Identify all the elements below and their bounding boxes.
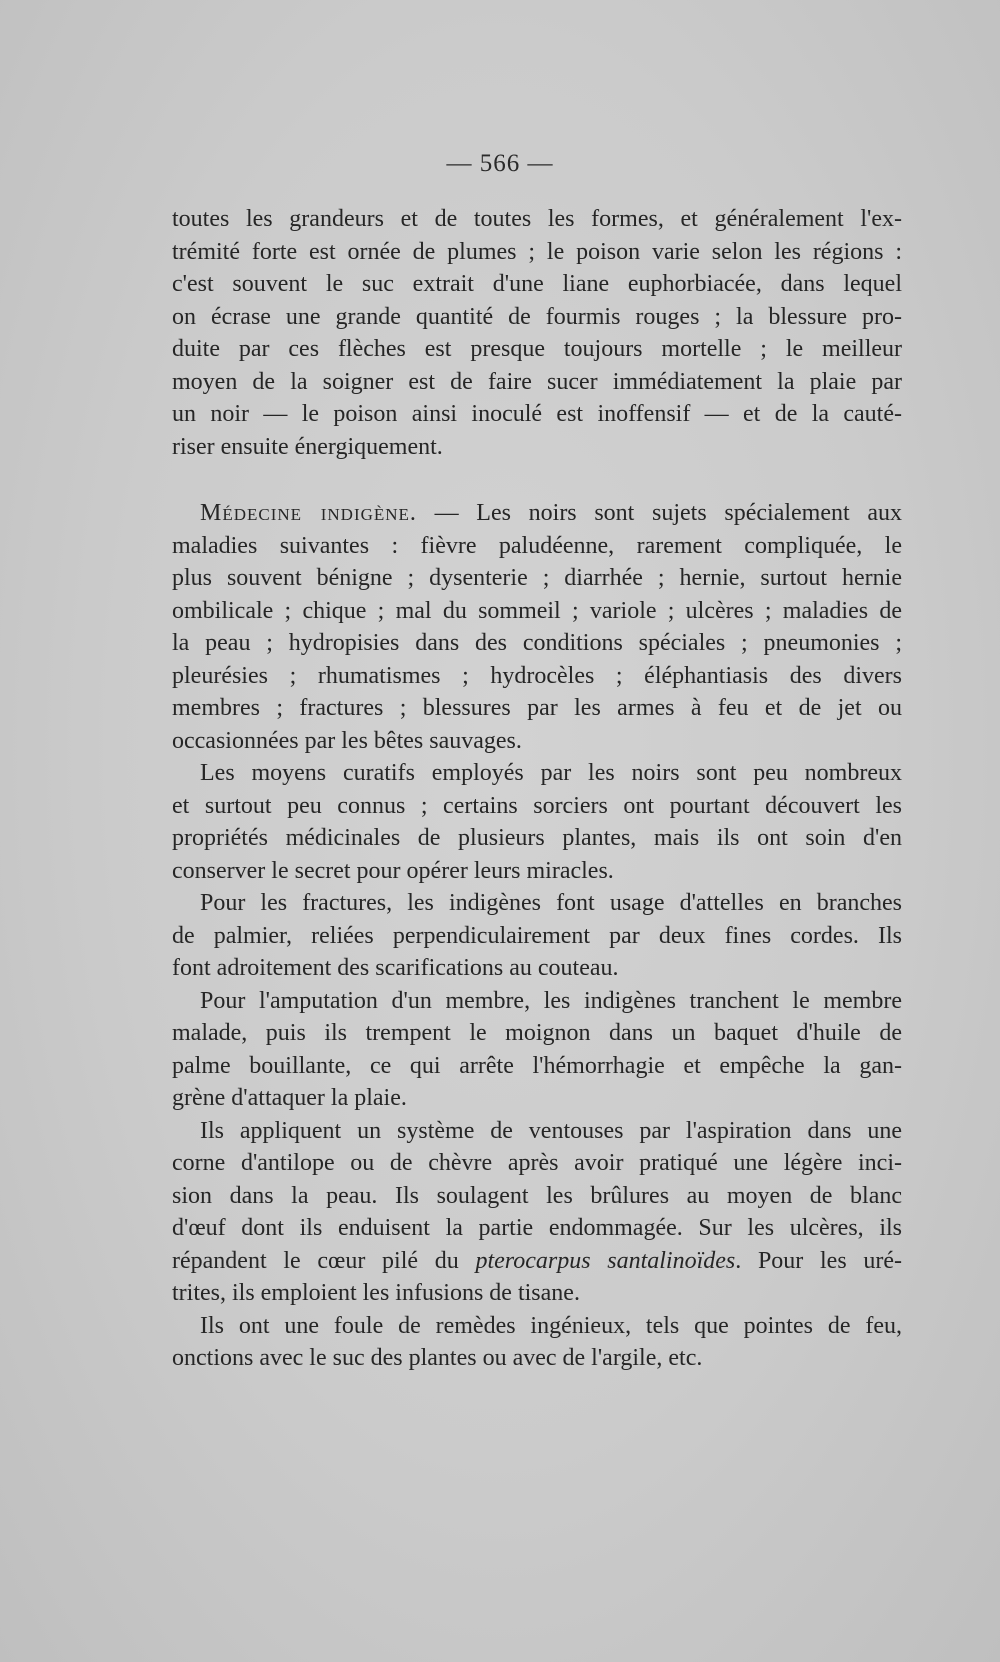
text-line: Ils appliquent un système de ventouses par l'aspiration dans une: [200, 1117, 902, 1144]
text-line: font adroitement des scarifications au couteau.: [172, 955, 619, 981]
text-line: d'œuf dont ils enduisent la partie endommagée. Sur les ulcères, ils: [172, 1215, 902, 1241]
text-line: grène d'attaquer la plaie.: [172, 1085, 407, 1111]
text-line: onctions avec le suc des plantes ou avec de l'argile, etc.: [172, 1345, 703, 1371]
text-line: plus souvent bénigne ; dysenterie ; diarrhée ; hernie, surtout hernie: [172, 565, 902, 591]
text-span: répandent le cœur pilé du: [172, 1247, 476, 1274]
text-line: malade, puis ils trempent le moignon dans un baquet d'huile de: [172, 1020, 902, 1046]
text-line: occasionnées par les bêtes sauvages.: [172, 727, 522, 754]
text-line: c'est souvent le suc extrait d'une liane euphorbiacée, dans lequel: [172, 271, 902, 297]
paragraph-poison: [172, 203, 902, 463]
text-line: Pour l'amputation d'un membre, les indigènes tranchent le membre: [200, 987, 902, 1014]
section-heading-rest: — Les noirs sont sujets spécialement aux: [416, 500, 902, 526]
section-heading: Médecine indigène.: [200, 500, 417, 526]
text-line: pleurésies ; rhumatismes ; hydrocèles ; éléphantiasis des divers: [172, 662, 902, 689]
text-line: propriétés médicinales de plusieurs plantes, mais ils ont soin d'en: [172, 825, 902, 851]
text-span: . Pour les uré-: [735, 1247, 903, 1274]
text-line: Pour les fractures, les indigènes font usage d'attelles en branches: [200, 890, 902, 916]
text-line: on écrase une grande quantité de fourmis rouges ; la blessure pro-: [172, 303, 902, 330]
text-line: la peau ; hydropisies dans des conditions spéciales ; pneumonies ;: [172, 630, 902, 656]
text-line: riser ensuite énergiquement.: [172, 433, 443, 460]
text-line: maladies suivantes : fièvre paludéenne, rarement compliquée, le: [172, 532, 902, 559]
section-medecine-indigene: [172, 497, 902, 1375]
text-line: Les moyens curatifs employés par les noirs sont peu nombreux: [200, 760, 902, 786]
text-line-with-italic: [172, 1245, 902, 1278]
text-line: palme bouillante, ce qui arrête l'hémorrhagie et empêche la gan-: [172, 1052, 902, 1079]
text-line: ombilicale ; chique ; mal du sommeil ; variole ; ulcères ; maladies de: [172, 597, 902, 624]
text-line: conserver le secret pour opérer leurs miracles.: [172, 857, 614, 884]
text-line: membres ; fractures ; blessures par les armes à feu et de jet ou: [172, 695, 902, 721]
text-line: un noir — le poison ainsi inoculé est inoffensif — et de la cauté-: [172, 401, 902, 427]
text-line: et surtout peu connus ; certains sorciers ont pourtant découvert les: [172, 792, 902, 819]
text-line: toutes les grandeurs et de toutes les formes, et généralement l'ex-: [172, 206, 902, 232]
text-line: moyen de la soigner est de faire sucer immédiatement la plaie par: [172, 368, 902, 395]
text-line: de palmier, reliées perpendiculairement par deux fines cordes. Ils: [172, 922, 902, 949]
text-line: trémité forte est ornée de plumes ; le poison varie selon les régions :: [172, 238, 902, 265]
section-first-line: [172, 497, 902, 530]
text-line: sion dans la peau. Ils soulagent les brûlures au moyen de blanc: [172, 1182, 902, 1209]
text-line: corne d'antilope ou de chèvre après avoir pratiqué une légère inci-: [172, 1150, 902, 1176]
page-number: — 566 —: [446, 150, 554, 177]
text-line: Ils ont une foule de remèdes ingénieux, tels que pointes de feu,: [200, 1312, 902, 1339]
text-line: trites, ils emploient les infusions de tisane.: [172, 1280, 580, 1306]
italic-species-name: pterocarpus santalinoïdes: [475, 1247, 736, 1274]
text-line: duite par ces flèches est presque toujours mortelle ; le meilleur: [172, 336, 902, 362]
